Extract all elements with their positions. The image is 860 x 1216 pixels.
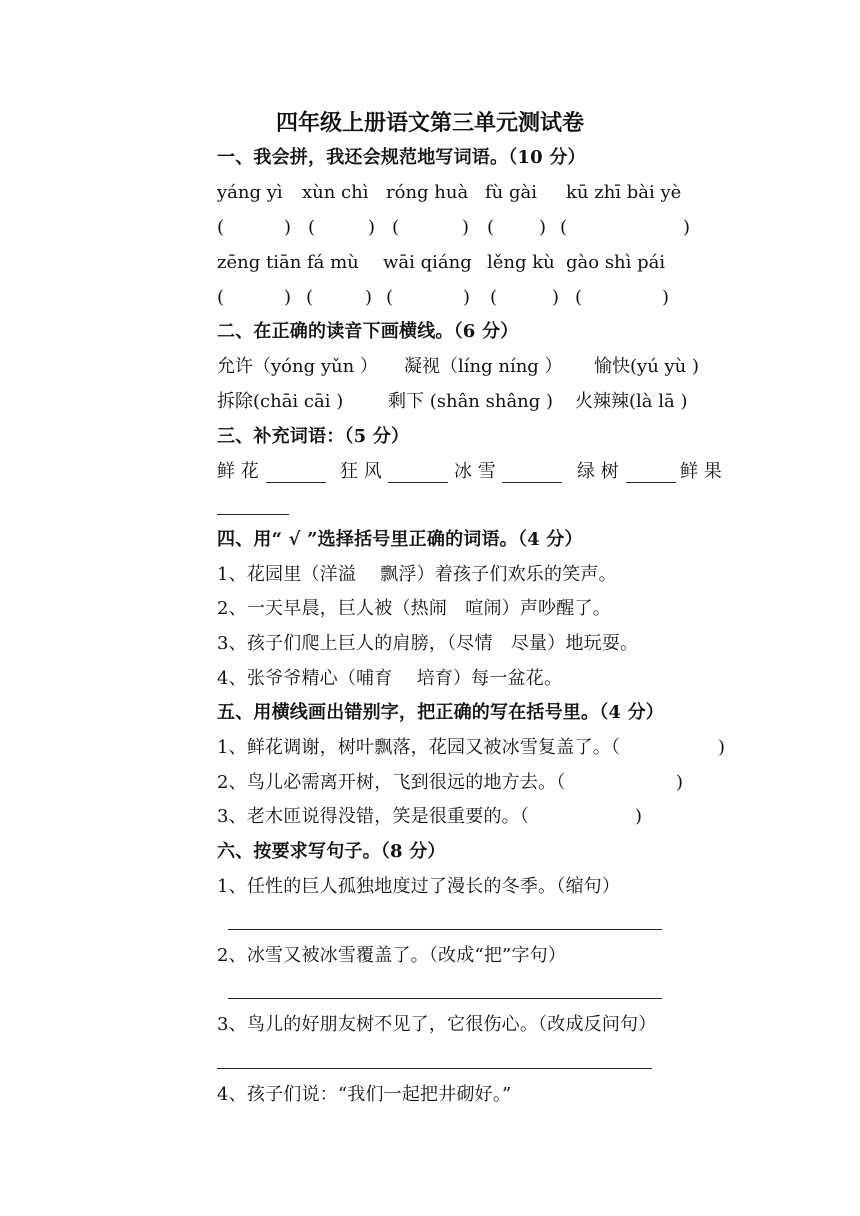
choice-item[interactable]: 4、张爷爷精心（哺育 培育）每一盆花。	[217, 668, 563, 689]
answer-paren[interactable]: (	[386, 287, 394, 308]
section-5-heading: 五、用横线画出错别字，把正确的写在括号里。（4 分）	[217, 702, 664, 723]
choice-item[interactable]: 3、孩子们爬上巨人的肩膀，（尽情 尽量）地玩耍。	[217, 633, 639, 654]
sentence-task: 3、鸟儿的好朋友树不见了，它很伤心。（改成反问句）	[217, 1014, 657, 1035]
answer-paren[interactable]: (	[560, 217, 568, 238]
pinyin-item: yáng yì	[217, 182, 283, 203]
section-1-heading: 一、我会拼，我还会规范地写词语。（10 分）	[217, 147, 586, 168]
pinyin-item: lěng kù	[487, 252, 555, 273]
fill-blank[interactable]	[388, 482, 448, 483]
answer-line[interactable]	[217, 1068, 652, 1069]
answer-paren[interactable]: )	[662, 287, 670, 308]
answer-line[interactable]	[228, 998, 662, 999]
fill-word: 鲜 果	[680, 461, 722, 482]
correction-item: 3、老木匝说得没错，笑是很重要的。（	[217, 806, 530, 827]
reading-item[interactable]: 拆除(chāi cāi )	[217, 391, 344, 412]
answer-paren[interactable]: )	[683, 217, 691, 238]
pinyin-item: kū zhī bài yè	[566, 182, 682, 203]
sentence-task: 2、冰雪又被冰雪覆盖了。（改成“把”字句）	[217, 945, 567, 966]
answer-paren[interactable]: )	[365, 287, 373, 308]
answer-paren[interactable]: (	[308, 217, 316, 238]
pinyin-item: zēng tiān	[217, 252, 302, 273]
answer-paren[interactable]: )	[284, 217, 292, 238]
answer-paren[interactable]: )	[463, 287, 471, 308]
sentence-task: 1、任性的巨人孤独地度过了漫长的冬季。（缩句）	[217, 876, 621, 897]
section-3-heading: 三、补充词语：（5 分）	[217, 426, 410, 447]
answer-paren[interactable]: (	[392, 217, 400, 238]
fill-word: 鲜 花	[217, 461, 259, 482]
choice-item[interactable]: 2、一天早晨，巨人被（热闹 喧闹）声吵醒了。	[217, 598, 611, 619]
answer-paren[interactable]: (	[575, 287, 583, 308]
answer-line[interactable]	[228, 929, 662, 930]
pinyin-item: róng huà	[386, 182, 469, 203]
answer-paren-close[interactable]: )	[676, 772, 684, 793]
answer-paren[interactable]: (	[217, 217, 225, 238]
answer-paren[interactable]: (	[217, 287, 225, 308]
fill-word: 绿 树	[577, 461, 619, 482]
answer-paren[interactable]: )	[552, 287, 560, 308]
answer-paren[interactable]: )	[539, 217, 547, 238]
pinyin-item: fù gài	[485, 182, 537, 203]
fill-blank[interactable]	[217, 514, 289, 515]
answer-paren-close[interactable]: )	[718, 737, 726, 758]
section-2-heading: 二、在正确的读音下画横线。（6 分）	[217, 321, 519, 342]
pinyin-item: wāi qiáng	[383, 252, 472, 273]
fill-word: 狂 风	[340, 461, 382, 482]
answer-paren[interactable]: )	[368, 217, 376, 238]
section-6-heading: 六、按要求写句子。（8 分）	[217, 841, 446, 862]
pinyin-item: xùn chì	[302, 182, 369, 203]
reading-item[interactable]: 剩下 (shân shâng )	[388, 391, 554, 412]
fill-blank[interactable]	[626, 482, 676, 483]
section-4-heading: 四、用“ √ ”选择括号里正确的词语。（4 分）	[217, 529, 583, 550]
pinyin-item: fá mù	[307, 252, 359, 273]
answer-paren[interactable]: (	[306, 287, 314, 308]
correction-item: 1、鲜花调谢，树叶飘落，花园又被冰雪复盖了。（	[217, 737, 621, 758]
fill-word: 冰 雪	[454, 461, 496, 482]
answer-paren[interactable]: (	[490, 287, 498, 308]
pinyin-item: gào shì pái	[566, 252, 666, 273]
sentence-task: 4、孩子们说：“我们一起把井砌好。”	[217, 1084, 512, 1105]
answer-paren[interactable]: (	[487, 217, 495, 238]
correction-item: 2、鸟儿必需离开树，飞到很远的地方去。（	[217, 772, 566, 793]
answer-paren[interactable]: )	[284, 287, 292, 308]
choice-item[interactable]: 1、花园里（洋溢 飘浮）着孩子们欢乐的笑声。	[217, 564, 617, 585]
reading-item[interactable]: 允许（yóng yǔn ）	[217, 356, 378, 377]
fill-blank[interactable]	[266, 482, 326, 483]
answer-paren-close[interactable]: )	[635, 806, 643, 827]
fill-blank[interactable]	[502, 482, 562, 483]
page-title: 四年级上册语文第三单元测试卷	[275, 110, 584, 136]
reading-item[interactable]: 火辣辣(là lā )	[575, 391, 688, 412]
reading-item[interactable]: 愉快(yú yù )	[594, 356, 700, 377]
reading-item[interactable]: 凝视（líng níng ）	[404, 356, 563, 377]
answer-paren[interactable]: )	[462, 217, 470, 238]
